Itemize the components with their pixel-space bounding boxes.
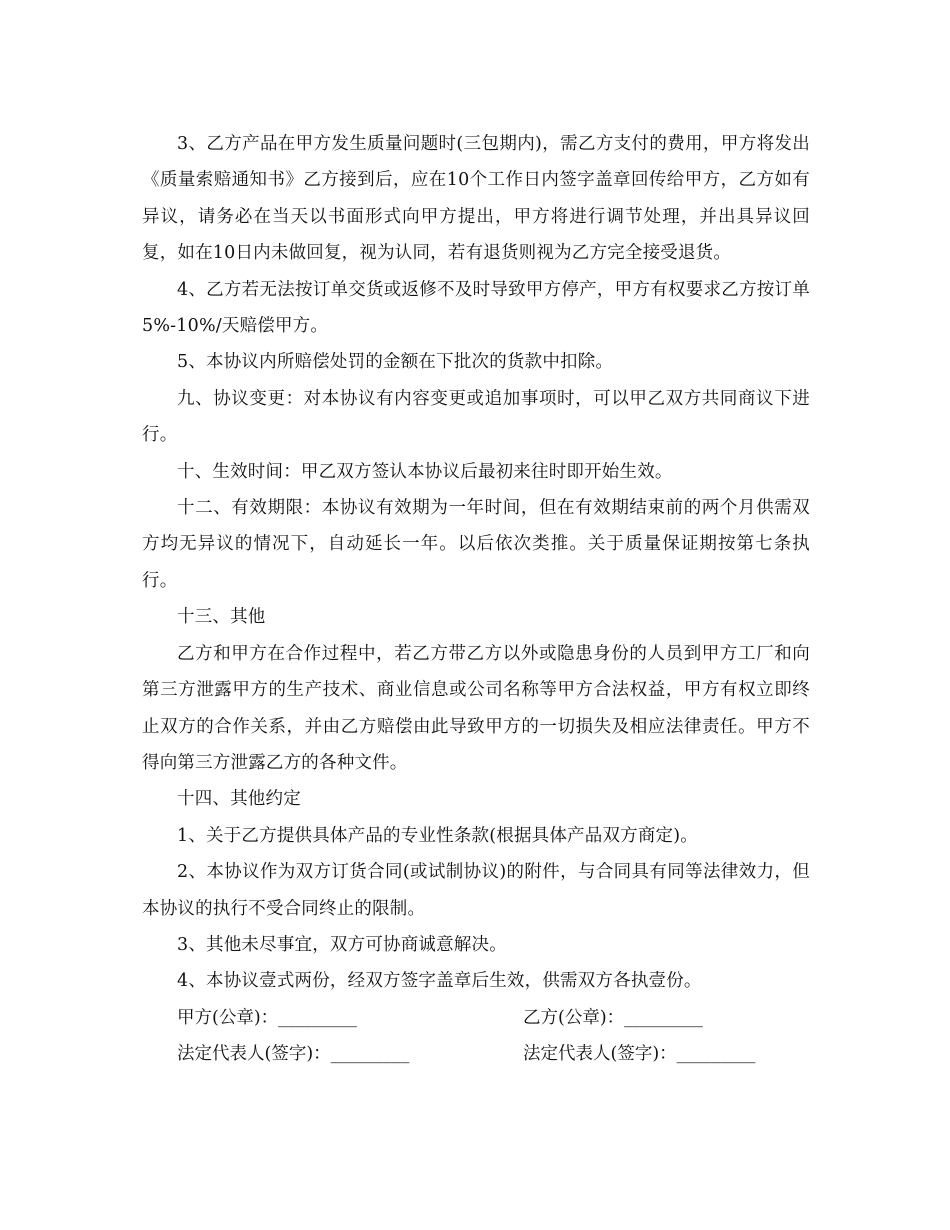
clause-10-effective-time: 十、生效时间：甲乙双方签认本协议后最初来往时即开始生效。 [177, 461, 673, 482]
signature-row-representative [142, 1036, 810, 1072]
clause-14-heading: 十四、其他约定 [177, 789, 301, 810]
party-b-representative-line: 法定代表人(签字)：_________ [523, 1044, 756, 1065]
clause-14-1: 1、关于乙方提供具体产品的专业性条款(根据具体产品双方商定)。 [177, 825, 698, 846]
clause-8-3: 3、乙方产品在甲方发生质量问题时(三包期内)，需乙方支付的费用，甲方将发出《质量索赔通知书》乙方接到后，应在10个工作日内签字盖章回传给甲方，乙方如有异议，请务必在当天以书面形式向甲方提出，甲方将进行调节处理，并出具异议回复，如在10日内未做回复，视为认同，若有退货则视为乙方完全接受退货。 [142, 134, 810, 264]
signature-row-seal [142, 1000, 810, 1036]
clause-14-2: 2、本协议作为双方订货合同(或试制协议)的附件，与合同具有同等法律效力，但本协议的执行不受合同终止的限制。 [142, 862, 810, 919]
party-b-seal-line: 乙方(公章)：_________ [523, 1007, 703, 1028]
clause-13-body: 乙方和甲方在合作过程中，若乙方带乙方以外或隐患身份的人员到甲方工厂和向第三方泄露甲方的生产技术、商业信息或公司名称等甲方合法权益，甲方有权立即终止双方的合作关系，并由乙方赔偿由此导致甲方的一切损失及相应法律责任。甲方不得向第三方泄露乙方的各种文件。 [142, 643, 810, 773]
clause-12-validity-period: 十二、有效期限：本协议有效期为一年时间，但在有效期结束前的两个月供需双方均无异议的情况下，自动延长一年。以后依次类推。关于质量保证期按第七条执行。 [142, 498, 810, 591]
document-body [142, 126, 810, 1073]
clause-9-agreement-change: 九、协议变更：对本协议有内容变更或追加事项时，可以甲乙双方共同商议下进行。 [142, 388, 810, 446]
party-a-seal-line: 甲方(公章)：_________ [177, 1007, 357, 1028]
clause-14-4: 4、本协议壹式两份，经双方签字盖章后生效，供需双方各执壹份。 [177, 971, 702, 992]
clause-8-4: 4、乙方若无法按订单交货或返修不及时导致甲方停产，甲方有权要求乙方按订单5%-10%/天赔偿甲方。 [142, 279, 810, 337]
party-a-representative-line: 法定代表人(签字)：_________ [177, 1044, 410, 1065]
clause-13-heading: 十三、其他 [177, 607, 266, 628]
clause-14-3: 3、其他未尽事宜，双方可协商诚意解决。 [177, 934, 507, 955]
clause-8-5: 5、本协议内所赔偿处罚的金额在下批次的货款中扣除。 [177, 352, 614, 373]
